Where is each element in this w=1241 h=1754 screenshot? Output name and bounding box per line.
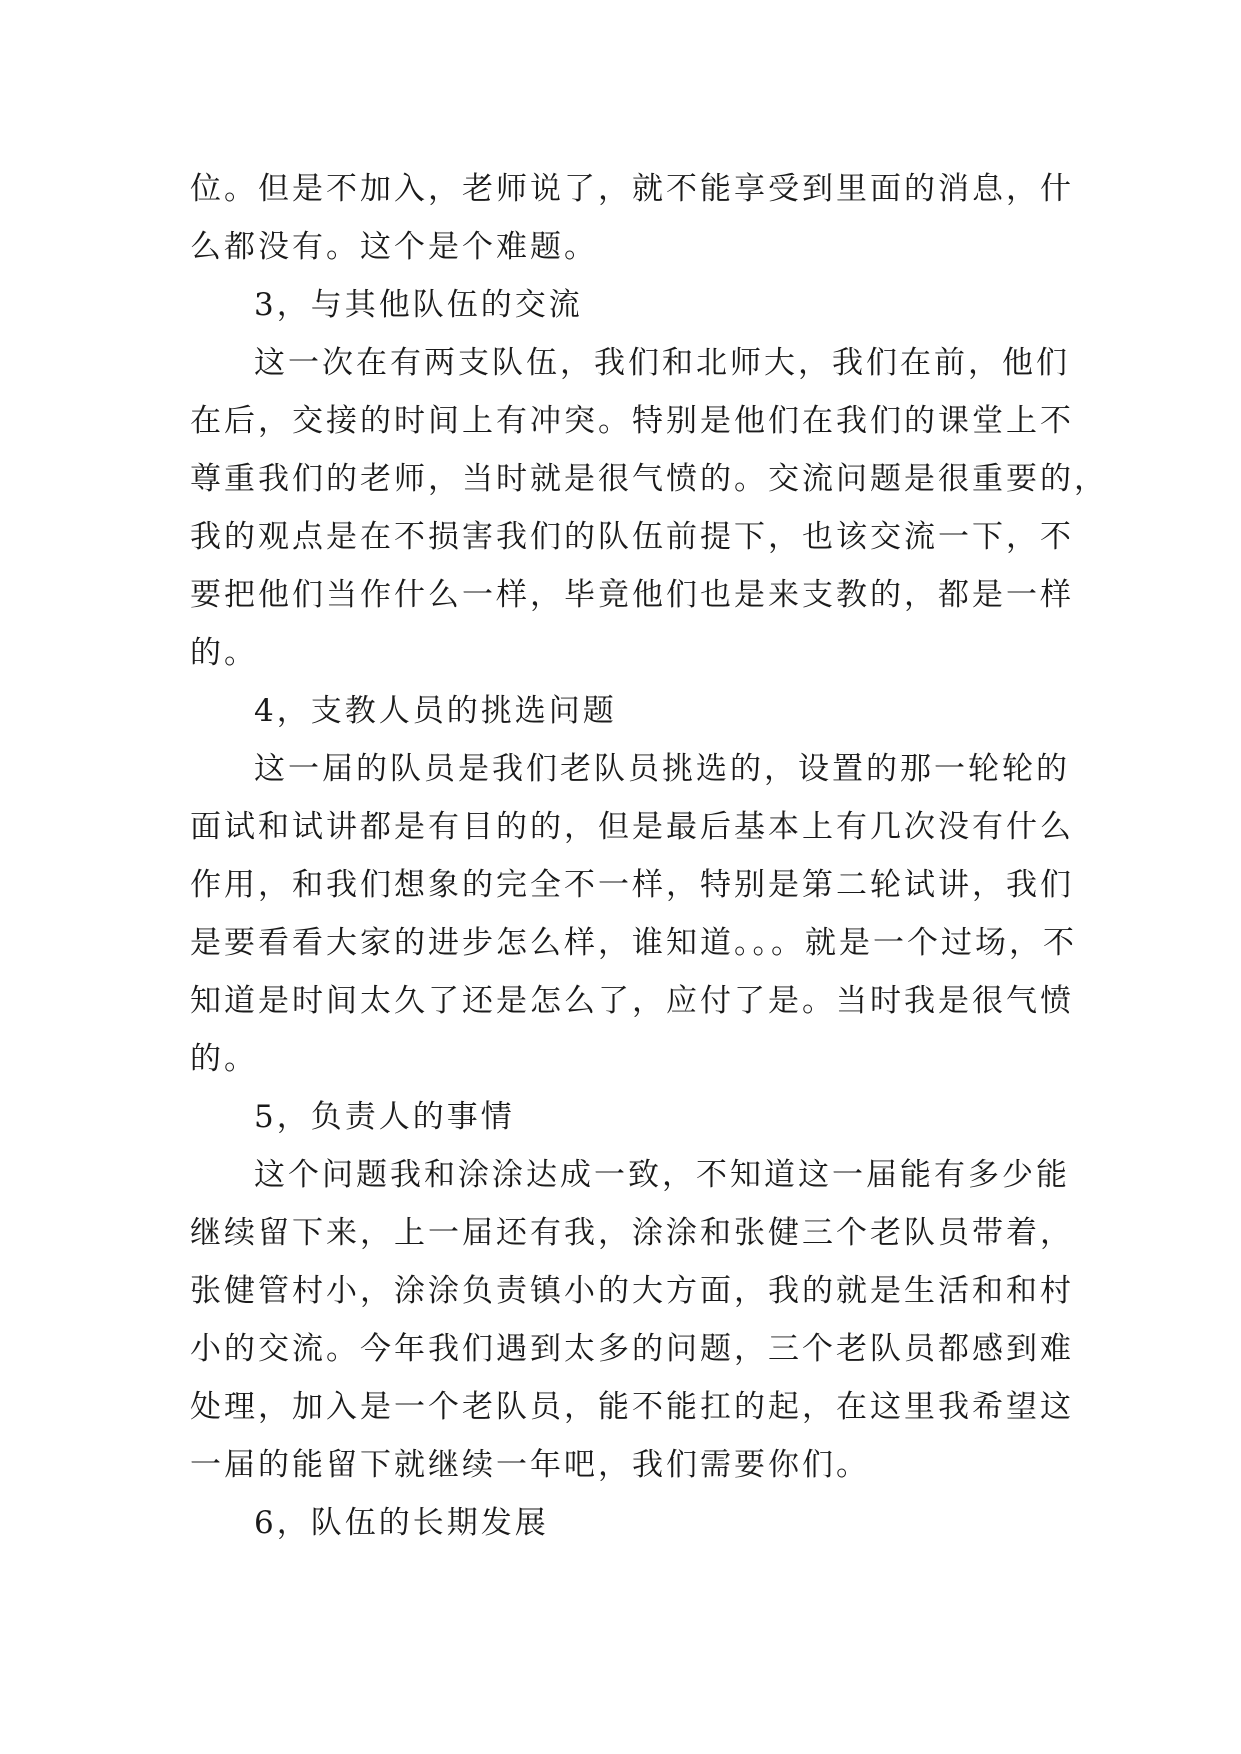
paragraph-line: 是要看看大家的进步怎么样，谁知道。。。就是一个过场，不	[190, 925, 1077, 961]
paragraph-line: 小的交流。今年我们遇到太多的问题，三个老队员都感到难	[190, 1331, 1074, 1367]
paragraph-line-indented: 6，队伍的长期发展	[254, 1505, 549, 1541]
paragraph-line: 尊重我们的老师，当时就是很气愤的。交流问题是很重要的，	[190, 461, 1108, 497]
document-page	[190, 160, 1108, 1552]
paragraph-line: 作用，和我们想象的完全不一样，特别是第二轮试讲，我们	[190, 867, 1074, 903]
paragraph-line: 一届的能留下就继续一年吧，我们需要你们。	[190, 1447, 870, 1483]
paragraph-line: 处理，加入是一个老队员，能不能扛的起，在这里我希望这	[190, 1389, 1074, 1425]
paragraph-line-indented: 这个问题我和涂涂达成一致，不知道这一届能有多少能	[254, 1157, 1070, 1193]
paragraph-line: 知道是时间太久了还是怎么了，应付了是。当时我是很气愤	[190, 983, 1074, 1019]
paragraph-line: 位。但是不加入，老师说了，就不能享受到里面的消息，什	[190, 171, 1074, 207]
paragraph-line-indented: 这一届的队员是我们老队员挑选的，设置的那一轮轮的	[254, 751, 1070, 787]
paragraph-line: 张健管村小，涂涂负责镇小的大方面，我的就是生活和和村	[190, 1273, 1074, 1309]
paragraph-line: 的。	[190, 1041, 258, 1077]
paragraph-line: 继续留下来，上一届还有我，涂涂和张健三个老队员带着，	[190, 1215, 1074, 1251]
paragraph-line: 我的观点是在不损害我们的队伍前提下，也该交流一下，不	[190, 519, 1074, 555]
paragraph-line-indented: 5，负责人的事情	[254, 1099, 515, 1135]
paragraph-line: 面试和试讲都是有目的的，但是最后基本上有几次没有什么	[190, 809, 1074, 845]
paragraph-line: 要把他们当作什么一样，毕竟他们也是来支教的，都是一样	[190, 577, 1074, 613]
paragraph-line-indented: 这一次在有两支队伍，我们和北师大，我们在前，他们	[254, 345, 1070, 381]
paragraph-line: 的。	[190, 635, 258, 671]
paragraph-line: 在后，交接的时间上有冲突。特别是他们在我们的课堂上不	[190, 403, 1074, 439]
paragraph-line-indented: 3，与其他队伍的交流	[254, 287, 583, 323]
paragraph-line-indented: 4，支教人员的挑选问题	[254, 693, 617, 729]
paragraph-line: 么都没有。这个是个难题。	[190, 229, 598, 265]
